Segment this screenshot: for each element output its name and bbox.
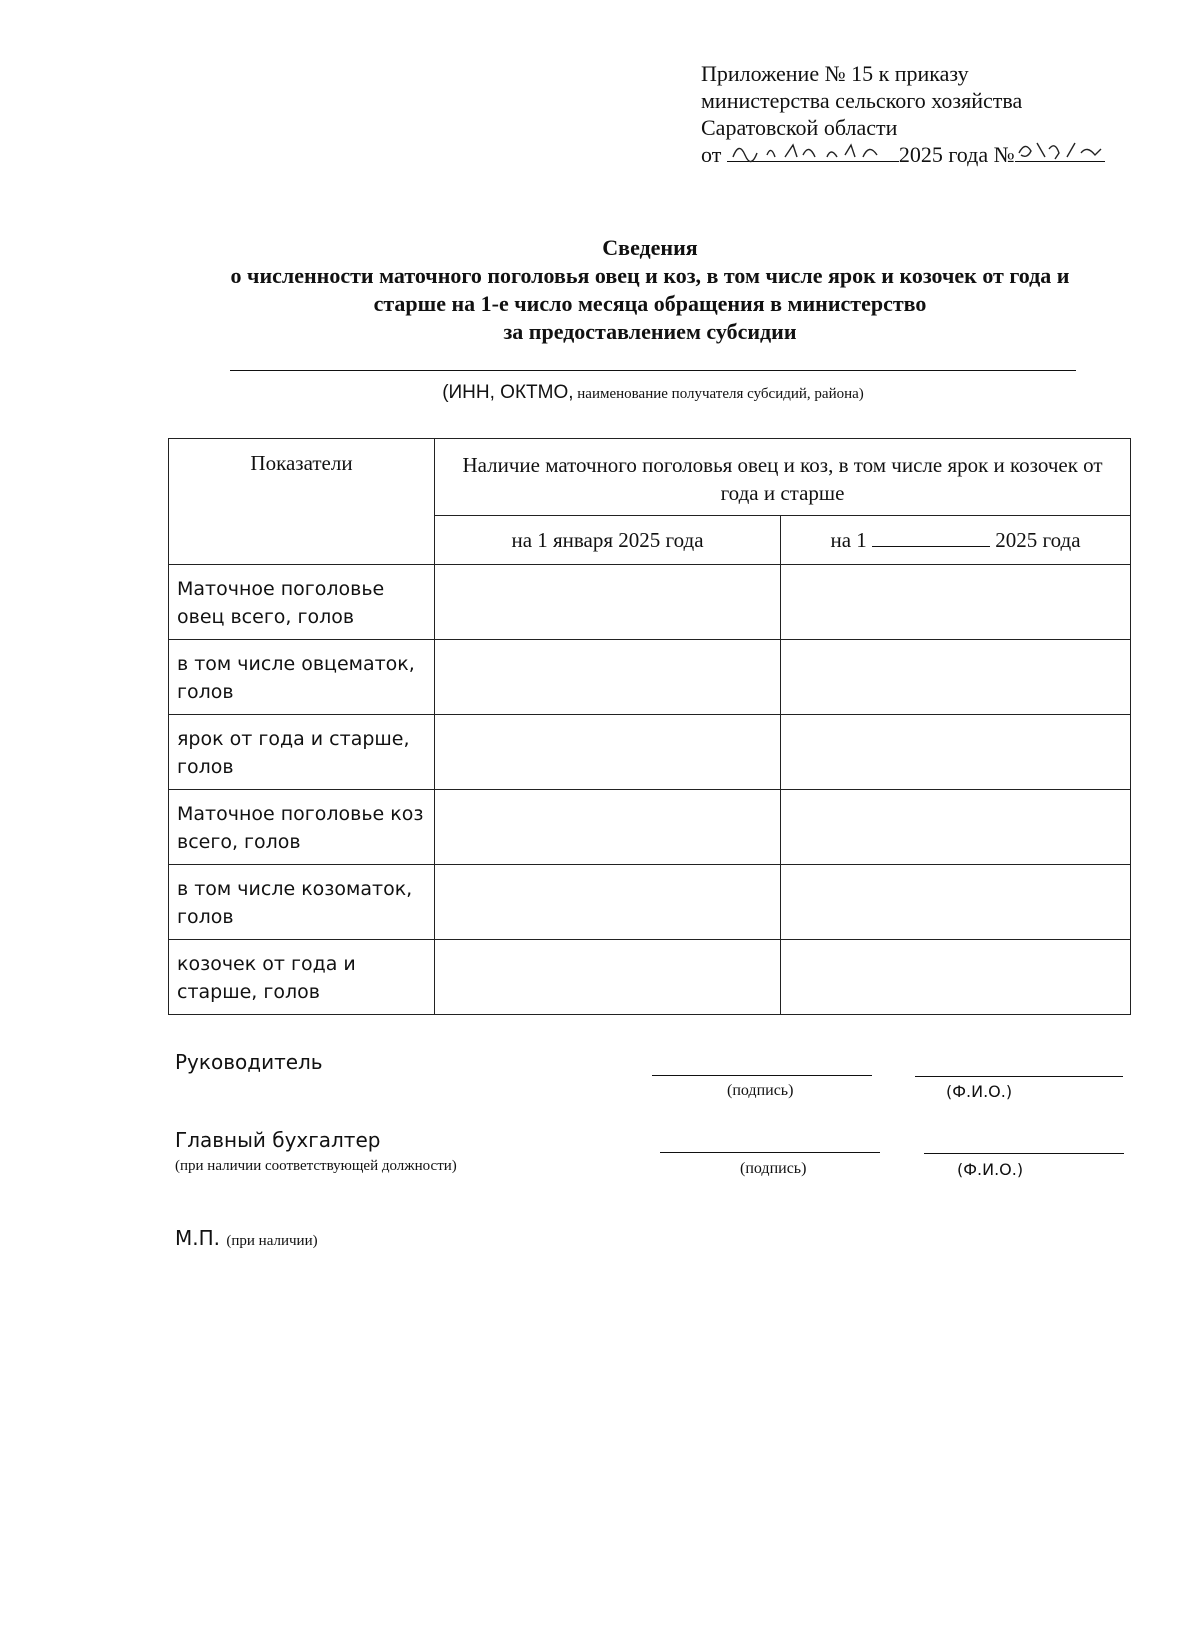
header-date-current-prefix: на 1: [830, 527, 867, 552]
row-label: в том числе козоматок, голов: [169, 865, 435, 940]
annex-line-1: Приложение № 15 к приказу: [701, 61, 969, 86]
header-date-current-suffix: 2025 года: [995, 527, 1081, 552]
accountant-signature-caption: (подпись): [740, 1160, 807, 1177]
document-title: [160, 234, 1140, 346]
table-row: [169, 865, 1131, 940]
accountant-name-caption: (Ф.И.О.): [957, 1160, 1024, 1179]
head-name-line[interactable]: [915, 1076, 1123, 1077]
annex-date-prefix: от: [701, 142, 722, 167]
accountant-name-line[interactable]: [924, 1153, 1124, 1154]
title-heading: Сведения: [602, 235, 698, 260]
handwritten-date-signature: [727, 137, 899, 163]
accountant-note: (при наличии соответствующей должности): [175, 1158, 457, 1174]
table-row: [169, 565, 1131, 640]
row-label: в том числе овцематок, голов: [169, 640, 435, 715]
title-line-1: о численности маточного поголовья овец и коз, в том числе ярок и козочек от года и: [230, 263, 1070, 288]
annex-block: [701, 60, 1161, 168]
annex-date-field: [727, 141, 899, 162]
value-cell-january[interactable]: [435, 715, 781, 790]
title-line-3: за предоставлением субсидии: [503, 319, 797, 344]
title-line-2: старше на 1-е число месяца обращения в министерство: [373, 291, 927, 316]
livestock-table: [168, 438, 1131, 1015]
header-date-current: [781, 516, 1131, 565]
annex-line-3: Саратовской области: [701, 115, 898, 140]
header-availability: Наличие маточного поголовья овец и коз, в том числе ярок и козочек от года и старше: [435, 439, 1131, 516]
annex-number-field: [1015, 141, 1105, 162]
value-cell-current[interactable]: [781, 640, 1131, 715]
recipient-caption-rest: наименование получателя субсидий, района): [577, 386, 864, 402]
head-label: Руководитель: [175, 1050, 323, 1074]
header-date-january: на 1 января 2025 года: [435, 516, 781, 565]
table-row: [169, 640, 1131, 715]
value-cell-january[interactable]: [435, 565, 781, 640]
row-label: ярок от года и старше, голов: [169, 715, 435, 790]
stamp-note: (при наличии): [226, 1233, 318, 1249]
value-cell-current[interactable]: [781, 865, 1131, 940]
table-row: [169, 940, 1131, 1015]
row-label: Маточное поголовье коз всего, голов: [169, 790, 435, 865]
accountant-label: Главный бухгалтер: [175, 1128, 381, 1152]
table-row: [169, 790, 1131, 865]
annex-line-2: министерства сельского хозяйства: [701, 88, 1023, 113]
head-signature-caption: (подпись): [727, 1082, 794, 1099]
header-indicators: Показатели: [169, 439, 435, 565]
annex-year-text: 2025 года №: [898, 142, 1015, 167]
annex-line-4: [701, 141, 1161, 168]
value-cell-january[interactable]: [435, 940, 781, 1015]
value-cell-current[interactable]: [781, 790, 1131, 865]
stamp-label: М.П.: [175, 1226, 221, 1250]
table-row: [169, 715, 1131, 790]
head-signature-line[interactable]: [652, 1075, 872, 1076]
value-cell-current[interactable]: [781, 565, 1131, 640]
value-cell-january[interactable]: [435, 790, 781, 865]
recipient-caption-main: (ИНН, ОКТМО,: [442, 382, 574, 403]
recipient-caption: [230, 382, 1076, 404]
row-label: козочек от года и старше, голов: [169, 940, 435, 1015]
value-cell-current[interactable]: [781, 940, 1131, 1015]
handwritten-number-signature: [1015, 137, 1105, 163]
value-cell-current[interactable]: [781, 715, 1131, 790]
current-month-field[interactable]: [872, 528, 990, 547]
accountant-signature-line[interactable]: [660, 1152, 880, 1153]
stamp-block: [175, 1226, 318, 1250]
row-label: Маточное поголовье овец всего, голов: [169, 565, 435, 640]
value-cell-january[interactable]: [435, 865, 781, 940]
value-cell-january[interactable]: [435, 640, 781, 715]
recipient-input-line[interactable]: [230, 370, 1076, 371]
head-name-caption: (Ф.И.О.): [946, 1082, 1013, 1101]
